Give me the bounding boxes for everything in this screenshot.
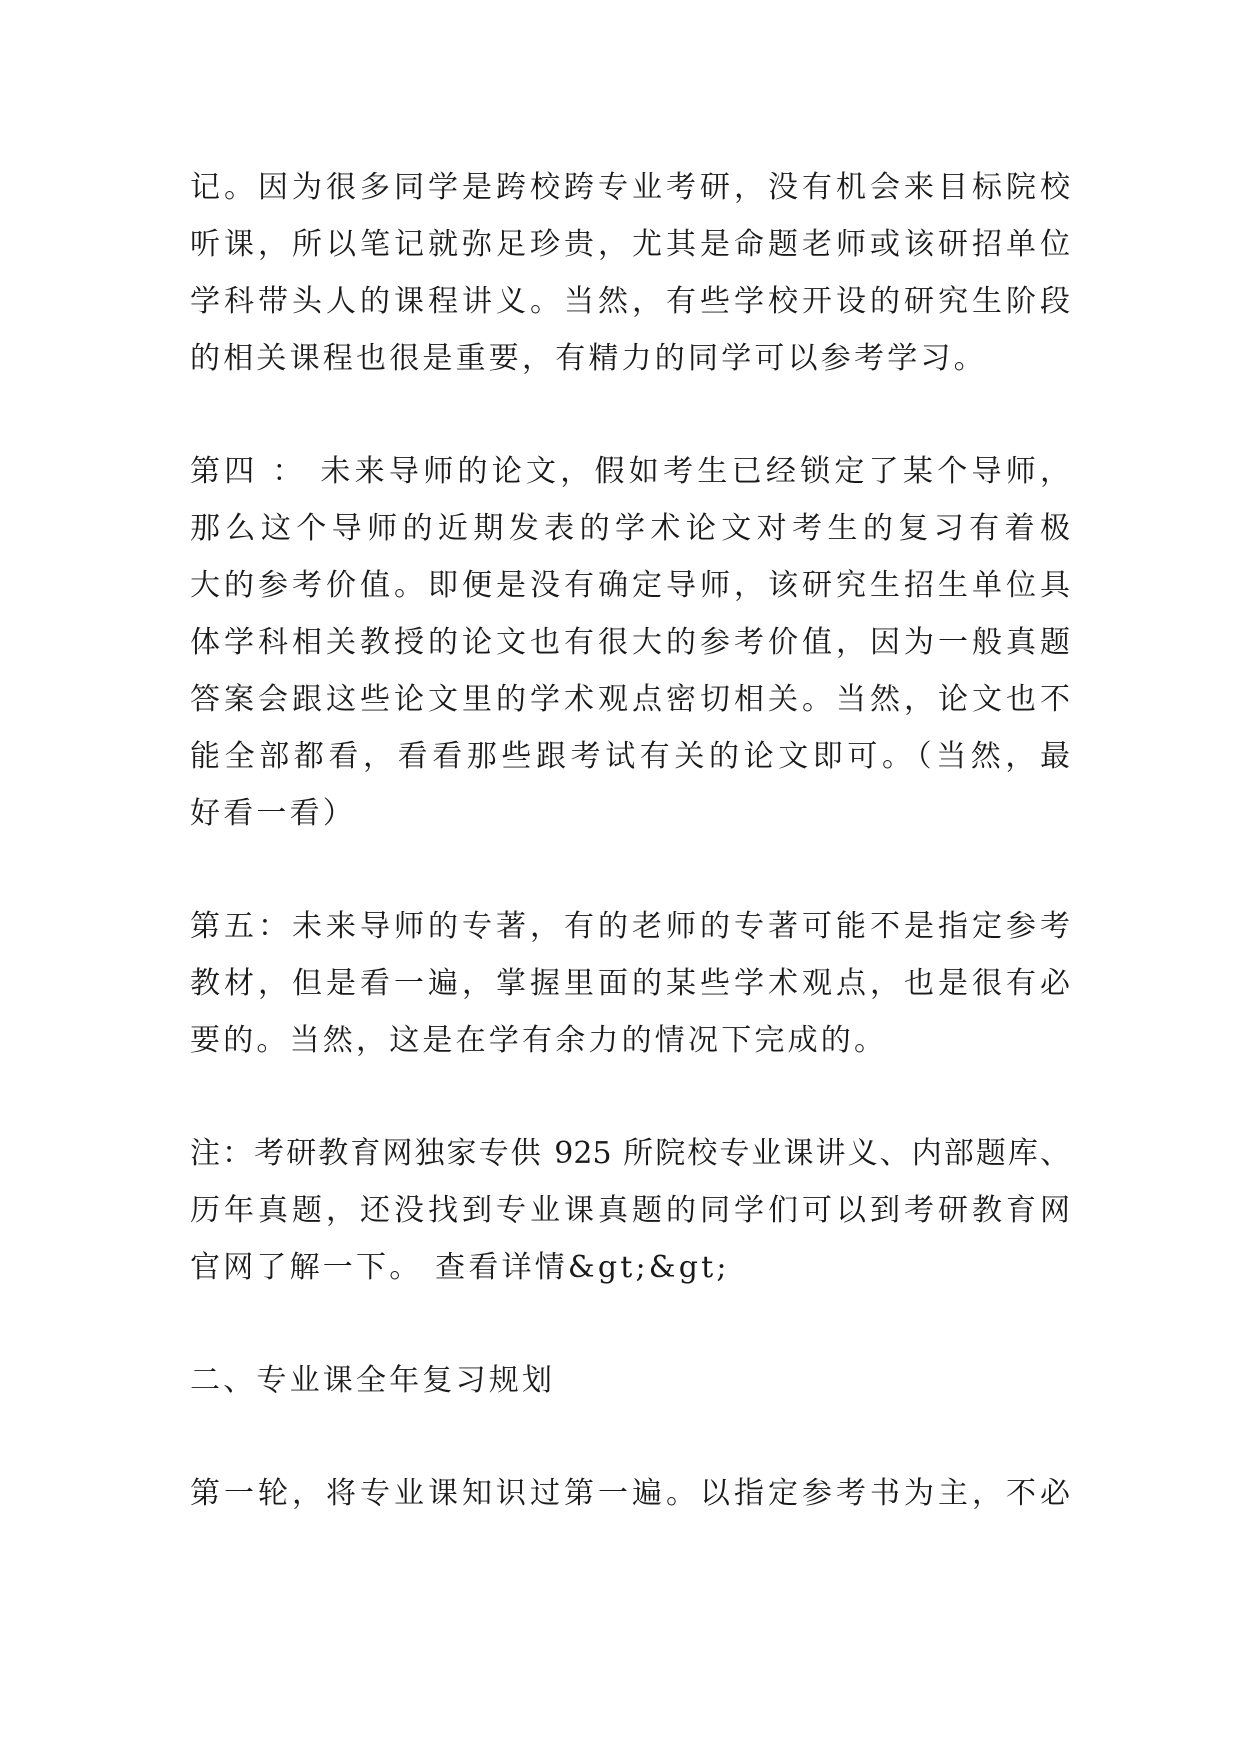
text-line: 第一轮，将专业课知识过第一遍。以指定参考书为主，不必: [190, 1476, 1070, 1511]
text-line: 要的。当然，这是在学有余力的情况下完成的。: [190, 1023, 888, 1058]
text-line: 教材，但是看一遍，掌握里面的某些学术观点，也是很有必: [190, 966, 1070, 1001]
text-line: 那么这个导师的近期发表的学术论文对考生的复习有着极: [190, 511, 1070, 546]
text-line: 的相关课程也很是重要，有精力的同学可以参考学习。: [190, 341, 987, 376]
text-line: 学科带头人的课程讲义。当然，有些学校开设的研究生阶段: [190, 284, 1070, 319]
section-heading: 二、专业课全年复习规划: [190, 1363, 556, 1398]
text-line: 第五：未来导师的专著，有的老师的专著可能不是指定参考: [190, 909, 1070, 944]
text-line: 能全部都看，看看那些跟考试有关的论文即可。（当然，最: [190, 739, 1070, 774]
text-line: 体学科相关教授的论文也有很大的参考价值，因为一般真题: [190, 625, 1070, 660]
text-line: 听课，所以笔记就弥足珍贵，尤其是命题老师或该研招单位: [190, 227, 1070, 262]
text-line: 大的参考价值。即便是没有确定导师，该研究生招生单位具: [190, 568, 1070, 603]
text-line: 答案会跟这些论文里的学术观点密切相关。当然，论文也不: [190, 682, 1070, 717]
text-line: 第四 ： 未来导师的论文，假如考生已经锁定了某个导师，: [190, 454, 1070, 489]
text-line: 好看一看）: [190, 796, 356, 831]
text-line: 注：考研教育网独家专供 925 所院校专业课讲义、内部题库、: [190, 1136, 1070, 1171]
text-line: 官网了解一下。 查看详情&gt;&gt;: [190, 1250, 730, 1285]
text-line: 记。因为很多同学是跨校跨专业考研，没有机会来目标院校: [190, 170, 1070, 205]
text-line: 历年真题，还没找到专业课真题的同学们可以到考研教育网: [190, 1193, 1070, 1228]
